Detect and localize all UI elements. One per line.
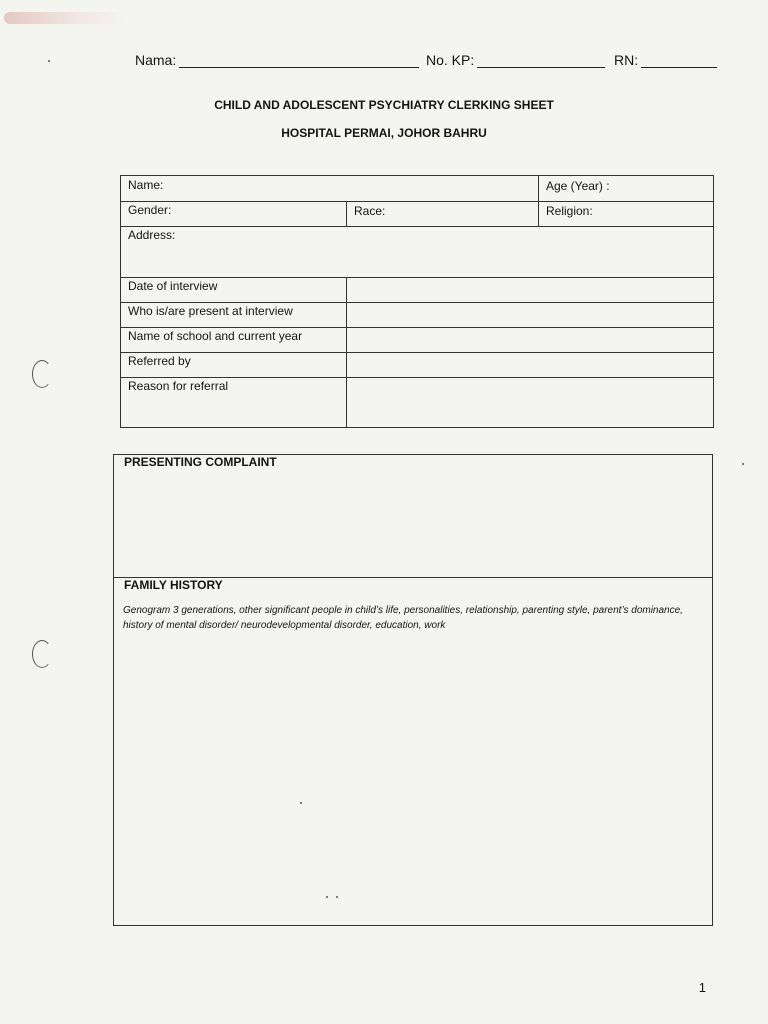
rn-underline[interactable] (641, 53, 717, 68)
race-label: Race: (354, 204, 386, 218)
nama-label: Nama: (135, 52, 177, 68)
page-number: 1 (698, 980, 706, 995)
nokp-label: No. KP: (426, 52, 475, 68)
table-rule (538, 175, 539, 226)
punch-hole-bottom (32, 640, 52, 668)
reason-label: Reason for referral (128, 379, 229, 393)
nama-field[interactable] (135, 52, 419, 68)
family-history-instructions: Genogram 3 generations, other significant people in child’s life, personalities, relationship, parenting style, parent’s dominance, history of mental disorder/ neurodevelopmental disorder, education, work (123, 605, 683, 631)
nokp-field[interactable] (426, 52, 605, 68)
form-title: CHILD AND ADOLESCENT PSYCHIATRY CLERKING SHEET (214, 98, 554, 112)
table-rule (120, 277, 714, 278)
who-present-label: Who is/are present at interview (128, 304, 293, 318)
table-rule (346, 201, 347, 226)
hospital-title: HOSPITAL PERMAI, JOHOR BAHRU (281, 126, 487, 140)
scan-smudge (4, 12, 124, 24)
table-rule (120, 377, 714, 378)
rn-label: RN: (614, 52, 639, 68)
table-rule (120, 302, 714, 303)
rn-field[interactable] (614, 52, 717, 68)
table-rule (120, 226, 714, 227)
address-label: Address: (128, 228, 176, 242)
table-rule (346, 277, 347, 428)
gender-label: Gender: (128, 203, 172, 217)
age-label: Age (Year) : (546, 179, 610, 193)
table-rule (120, 327, 714, 328)
presenting-complaint-heading: PRESENTING COMPLAINT (124, 455, 277, 469)
scan-speck (742, 463, 744, 465)
name-label: Name: (128, 178, 164, 192)
punch-hole-top (32, 360, 52, 388)
history-block (113, 454, 713, 926)
religion-label: Religion: (546, 204, 593, 218)
table-rule (120, 201, 714, 202)
date-of-interview-label: Date of interview (128, 279, 218, 293)
school-label: Name of school and current year (128, 329, 303, 343)
nokp-underline[interactable] (477, 53, 605, 68)
table-rule (120, 352, 714, 353)
family-history-heading: FAMILY HISTORY (124, 578, 223, 592)
referred-by-label: Referred by (128, 354, 191, 368)
scan-speck (48, 60, 50, 62)
nama-underline[interactable] (179, 53, 419, 68)
